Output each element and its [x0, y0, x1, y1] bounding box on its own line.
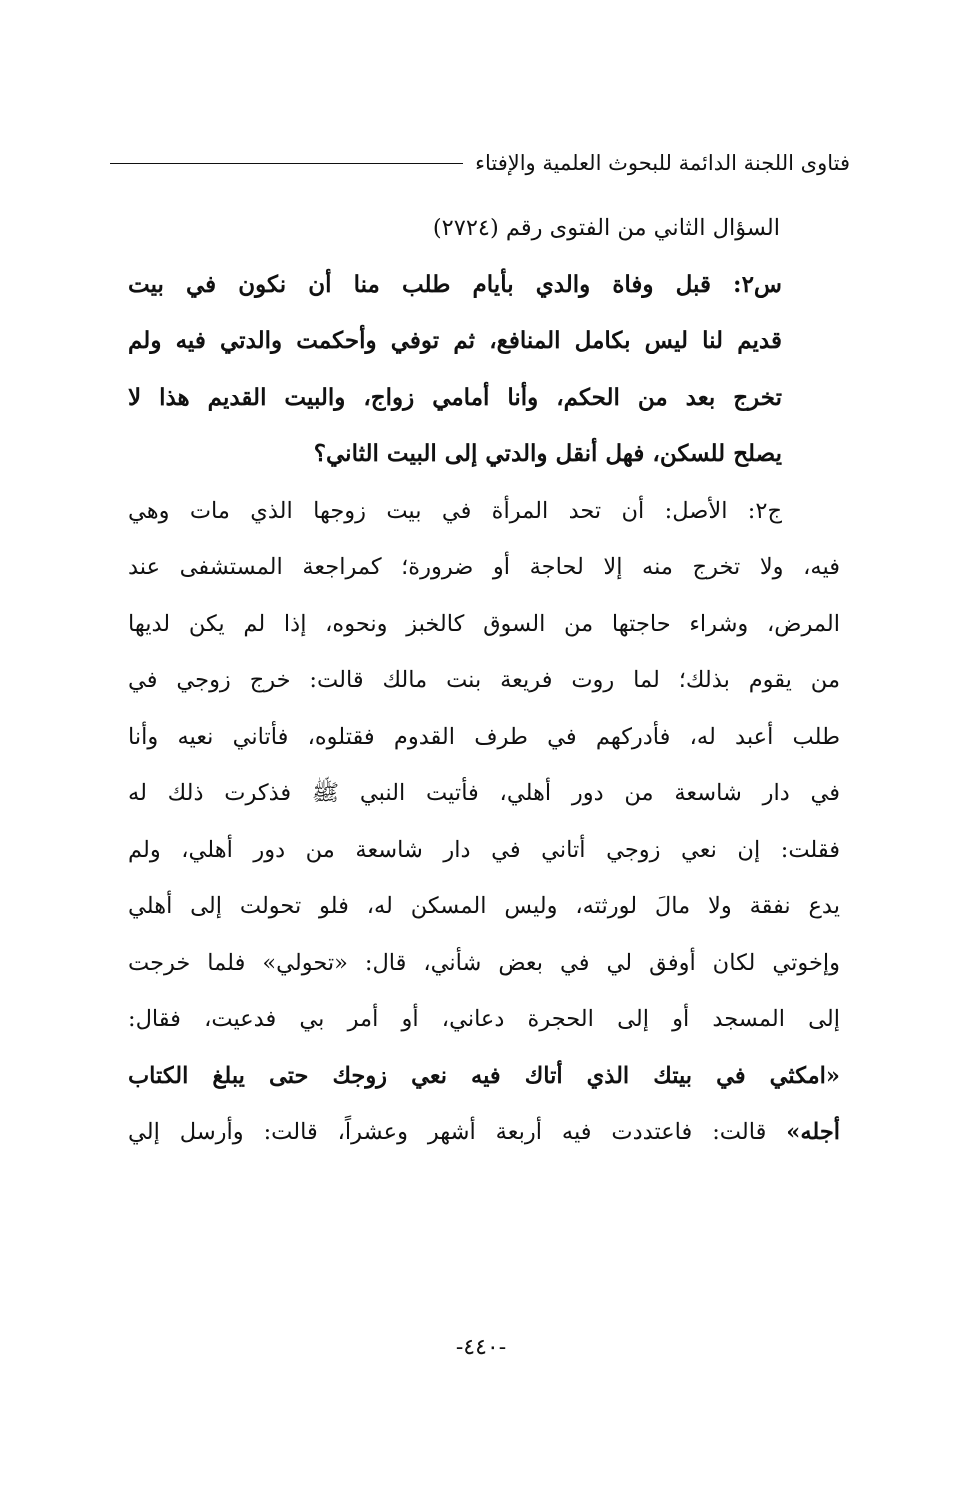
answer-block: [128, 483, 840, 1161]
answer-line: من يقوم بذلك؛ لما روت فريعة بنت مالك قالت: خرج زوجي في: [128, 667, 840, 693]
question-line: قديم لنا ليس بكامل المنافع، ثم توفي وأحكمت والدتي فيه ولم: [128, 327, 782, 354]
question-line: تخرج بعد من الحكم، وأنا أمامي زواج، والبيت القديم هذا لا: [128, 383, 782, 411]
question-line: س٢: قبل وفاة والدي بأيام طلب منا أن نكون في بيت: [128, 270, 782, 298]
running-header: [110, 143, 850, 183]
answer-line-rest: قالت: فاعتددت فيه أربعة أشهر وعشراً، قالت: وأرسل إلي: [128, 1119, 787, 1145]
answer-line: طلب أعبد له، فأدركهم في طرف القدوم فقتلوه، فأتاني نعيه وأنا: [128, 723, 840, 750]
page-number: -٤٤٠-: [455, 1335, 507, 1360]
header-rule: [110, 163, 463, 164]
answer-line: فيه، ولا تخرج منه إلا لحاجة أو ضرورة؛ كمراجعة المستشفى عند: [128, 554, 840, 580]
body-text: [128, 200, 840, 1161]
answer-line: في دار شاسعة من دور أهلي، فأتيت النبي ﷺ فذكرت ذلك له: [128, 780, 840, 806]
question-line: يصلح للسكن، فهل أنقل والدتي إلى البيت الثاني؟: [313, 440, 782, 467]
hadith-end: أجله»: [786, 1119, 840, 1145]
answer-line: ج٢: الأصل: أن تحد المرأة في بيت زوجها الذي مات وهي: [128, 497, 782, 524]
answer-line: فقلت: إن نعي زوجي أتاني في دار شاسعة من دور أهلي، ولم: [128, 836, 840, 863]
hadith-line: «امكثي في بيتك الذي أتاك فيه نعي زوجك حتى يبلغ الكتاب: [128, 1062, 840, 1089]
answer-line: يدع نفقة ولا مالَ لورثته، وليس المسكن له، فلو تحولت إلى أهلي: [128, 893, 840, 919]
answer-last-line: [128, 1104, 840, 1161]
answer-line: وإخوتي لكان أوفق لي في بعض شأني، قال: «تحولي» فلما خرجت: [128, 949, 840, 976]
question-heading: السؤال الثاني من الفتوى رقم (٢٧٢٤): [432, 215, 780, 241]
answer-line: إلى المسجد أو إلى الحجرة دعاني، أو أمر بي فدعيت، فقال:: [128, 1006, 840, 1032]
answer-line: المرض، وشراء حاجتها من السوق كالخبز ونحوه، إذا لم يكن لديها: [128, 610, 840, 637]
question-block: [128, 257, 840, 483]
book-title: فتاوى اللجنة الدائمة للبحوث العلمية والإفتاء: [475, 151, 850, 175]
